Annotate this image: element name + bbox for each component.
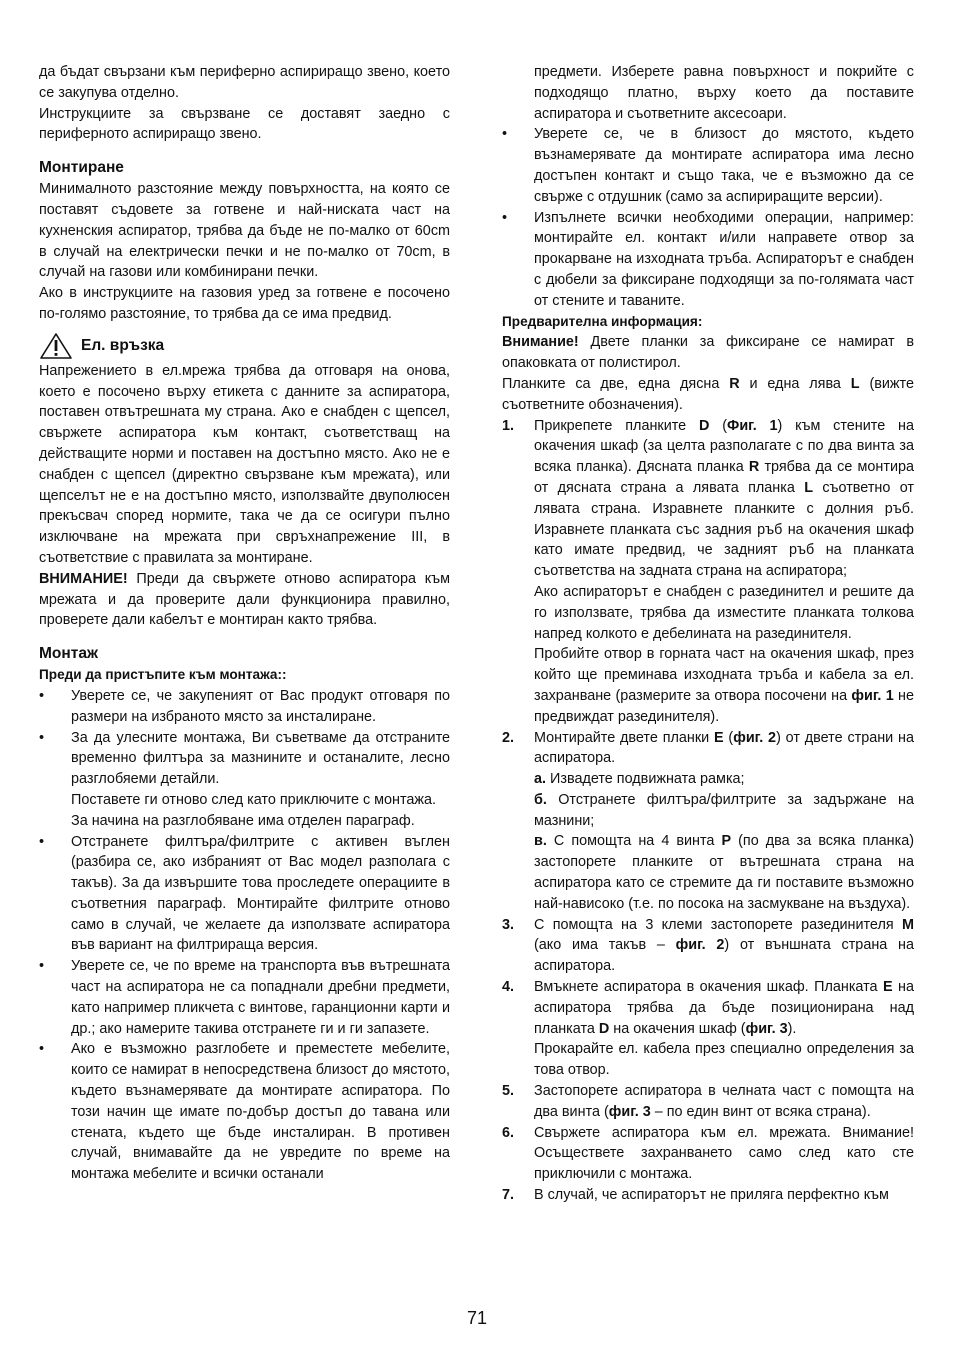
figure-reference: Фиг. 1 bbox=[727, 417, 778, 434]
text-run: (ако има такъв – bbox=[534, 937, 676, 954]
text-run: С помощта на 4 винта bbox=[546, 833, 722, 850]
list-item-text: Уверете се, че закупеният от Вас продукт отговаря по размери на избраното място за инсталиране. bbox=[71, 687, 450, 725]
attention-text: Двете планки за фиксиране се намират в опаковката от полистирол. bbox=[502, 334, 914, 372]
list-item-text: Ако е възможно разглобете и преместете мебелите, които се намират в непосредствена близост до мястото, където възнамерявате да монтирате аспиратора. По този начин ще имате по-добър достъп до тавана или стената, където ще бъде инсталиран. В противен случай, внимавайте да не увредите по време на монтажа мебелите и всички останали bbox=[71, 1041, 450, 1183]
text-run: Планките са две, една дясна bbox=[502, 375, 730, 392]
step-2-sub-a bbox=[502, 769, 914, 790]
left-column bbox=[39, 62, 450, 1185]
text-run: на аспиратора трябва да бъде позиционирана над планката bbox=[534, 979, 915, 1037]
text-run: (вижте съответните обозначения). bbox=[502, 375, 914, 413]
label-r: R bbox=[748, 459, 760, 476]
step-1-paragraph-2: Ако аспираторът е снабден с разединител и решите да го използвате, трябва да изместите планката толкова напред колкото е дебелината на разединителя. bbox=[534, 583, 914, 642]
list-item bbox=[502, 124, 914, 207]
text-run: Вмъкнете аспиратора в окачения шкаф. Планката bbox=[534, 979, 883, 996]
bullet-mark: • bbox=[39, 687, 45, 704]
figure-reference: фиг. 1 bbox=[851, 687, 894, 704]
list-item bbox=[39, 728, 450, 790]
text-run: Прикрепете планките bbox=[534, 417, 699, 434]
attention-label: Внимание! bbox=[502, 334, 579, 351]
text-run: Пробийте отвор в горната част на окачения шкаф, през който ще преминава изходната тръба и кабела за ел. захранване (размерите за отвора посочени на bbox=[534, 646, 914, 704]
intro-paragraph-1: да бъдат свързани към периферно аспириращо звено, което се закупува отделно. bbox=[39, 64, 450, 101]
text-run: и една лява bbox=[739, 375, 851, 392]
step-number: 6. bbox=[502, 1124, 515, 1141]
list-item-continuation: Поставете ги отново след като приключите с монтажа. bbox=[71, 791, 437, 808]
sub-step-mark: б. bbox=[534, 791, 547, 808]
step-number: 4. bbox=[502, 979, 515, 996]
montirane-paragraph-1: Минималното разстояние между повърхността, на която се поставят съдовете за готвене и най-ниската част на кухненския аспиратор, трябва да бъде не по-малко от 60cm в случай на електрически печки и не по-малко от 70cm, в случай на газови или комбинирани печки. bbox=[39, 181, 450, 281]
label-r: R bbox=[729, 375, 740, 392]
label-m: M bbox=[902, 916, 914, 933]
text-run: ). bbox=[787, 1020, 797, 1037]
figure-reference: фиг. 3 bbox=[608, 1103, 651, 1120]
text-run: С помощта на 3 клеми застопорете разединителя bbox=[534, 916, 902, 933]
section-title-montazh: Монтаж bbox=[39, 645, 98, 663]
text-run: на окачения шкаф ( bbox=[609, 1020, 746, 1037]
label-e: E bbox=[883, 979, 893, 996]
label-e: E bbox=[714, 729, 724, 746]
bullet-mark: • bbox=[39, 833, 45, 850]
label-d: D bbox=[699, 417, 710, 434]
text-run: ) от външната страна на аспиратора. bbox=[534, 937, 914, 975]
list-item-text: За да улесните монтажа, Ви съветваме да отстраните временно филтъра за мазнините и останалите, лесно разглобяеми детайли. bbox=[71, 729, 450, 788]
step-5 bbox=[502, 1081, 914, 1123]
step-2-sub-b bbox=[502, 790, 914, 832]
subsection-preliminary-info: Предварителна информация: bbox=[502, 313, 703, 329]
step-2-sub-c bbox=[502, 831, 914, 914]
step-number: 5. bbox=[502, 1083, 515, 1100]
list-item bbox=[39, 956, 450, 1039]
step-number: 7. bbox=[502, 1187, 515, 1204]
step-7 bbox=[502, 1185, 914, 1206]
step-number: 1. bbox=[502, 417, 515, 434]
text-run: съответно от лявата страна. Изравнете планките с долния ръб. Изравнете планката със задния ръб на окачения шкаф като имате предвид, че задният ръб на планката съответства на задната страна на аспиратора; bbox=[534, 479, 914, 580]
right-column bbox=[502, 62, 914, 1206]
page-number: 71 bbox=[466, 1308, 488, 1328]
text-run: ( bbox=[723, 729, 734, 746]
label-p: P bbox=[721, 833, 732, 850]
bullet-mark: • bbox=[502, 126, 508, 143]
bullet-mark: • bbox=[39, 729, 45, 746]
text-run: Свържете аспиратора към ел. мрежата. Внимание! Осъществете захранването само след като сте приключили с монтажа. bbox=[534, 1124, 914, 1183]
text-run: Отстранете филтъра/филтрите за задържане на мазнини; bbox=[534, 791, 914, 829]
list-item-continuation: предмети. Изберете равна повърхност и покрийте с подходящо платно, върху което да поставите аспиратора и съответните аксесоари. bbox=[534, 64, 914, 122]
bullet-mark: • bbox=[502, 209, 508, 226]
step-4-paragraph-2: Прокарайте ел. кабела през специално определения за това отвор. bbox=[534, 1041, 914, 1079]
label-l: L bbox=[850, 375, 860, 392]
section-title-electrical: Ел. връзка bbox=[81, 336, 165, 354]
label-l: L bbox=[804, 479, 813, 496]
montirane-paragraph-2: Ако в инструкциите на газовия уред за готвене е посочено по-голямо разстояние, то трябва да се има предвид. bbox=[39, 285, 450, 322]
text-run: ) към стените на окачения шкаф (за целта разполагате с по два винта за всяка планка). Дясната планка bbox=[534, 417, 914, 476]
subsection-before-assembly: Преди да пристъпите към монтажа:: bbox=[39, 667, 287, 683]
text-run: ) от двете страни на аспиратора. bbox=[534, 729, 914, 767]
sub-step-mark: а. bbox=[534, 771, 547, 788]
electrical-paragraph-1: Напрежението в ел.мрежа трябва да отговаря на онова, което е посочено върху етикета с данните за аспиратора, поставен отвътрешната му страна. Ако е снабден с щепсел, свържете аспиратора към контакт, съответстващ на действащите норми и поставен на достъпно място. Ако не е снабден с щепсел (директно свързване към мрежата), или щепселът не е на достъпно място, използвайте двуполюсен прекъсвач според нормите, така че да се осигури пълно изключване на мрежата при свръхнапрежение III, в съответствие с правилата за монтиране. bbox=[39, 362, 450, 566]
figure-reference: фиг. 3 bbox=[745, 1020, 788, 1037]
label-d: D bbox=[598, 1020, 610, 1037]
sub-step-mark: в. bbox=[534, 833, 547, 850]
section-title-montirane: Монтиране bbox=[39, 159, 124, 177]
text-run: не предвиждат разединителя). bbox=[534, 687, 915, 725]
step-number: 3. bbox=[502, 916, 515, 933]
attention-text: Преди да свържете отново аспиратора към мрежата и да проверите дали функционира правилно, проверете дали кабелът е монтиран както трябва. bbox=[39, 570, 450, 629]
step-6 bbox=[502, 1123, 914, 1185]
text-run: Извадете подвижната рамка; bbox=[546, 771, 745, 788]
list-item-text: Уверете се, че по време на транспорта във вътрешната част на аспиратора не са попаднали дребни предмети, като например пликчета с винтове, гаранционни карти и др.; ако намерите такива отстранете ги и ги запазете. bbox=[71, 958, 450, 1037]
warning-triangle-icon bbox=[39, 332, 73, 360]
step-1 bbox=[502, 416, 914, 582]
bullet-mark: • bbox=[39, 1041, 45, 1058]
list-item bbox=[39, 686, 450, 728]
figure-reference: фиг. 2 bbox=[675, 937, 725, 954]
list-item-continuation: За начина на разглобяване има отделен параграф. bbox=[71, 812, 415, 829]
list-item bbox=[39, 1039, 450, 1185]
attention-paragraph bbox=[502, 332, 914, 374]
text-run: (по два за всяка планка) застопорете планките от вътрешната страна на аспиратора като се стремите да ги поставите възможно най-нависоко (т.е. по посока на засмукване на въздуха). bbox=[534, 833, 914, 912]
text-run: Монтирайте двете планки bbox=[534, 729, 714, 746]
step-1-paragraph-3 bbox=[502, 644, 914, 727]
intro-paragraph-2: Инструкциите за свързване се доставят заедно с периферното аспириращо звено. bbox=[39, 105, 450, 143]
step-number: 2. bbox=[502, 729, 515, 746]
text-run: В случай, че аспираторът не приляга перфектно към bbox=[534, 1187, 889, 1204]
text-run: – по един винт от всяка страна). bbox=[650, 1103, 871, 1120]
text-run: ( bbox=[709, 417, 728, 434]
list-item-text: Изпълнете всички необходими операции, например: монтирайте ел. контакт и/или направете отвор за прокарване на изходната тръба. Аспираторът е снабден с дюбели за фиксиране подходящи за по-голямата част от стените и таваните. bbox=[534, 209, 914, 309]
plates-paragraph bbox=[502, 374, 914, 416]
electrical-heading bbox=[39, 331, 450, 361]
list-item bbox=[39, 832, 450, 957]
figure-reference: фиг. 2 bbox=[733, 729, 777, 746]
electrical-paragraph-2 bbox=[39, 569, 450, 631]
list-item bbox=[502, 208, 914, 312]
step-4 bbox=[502, 977, 914, 1039]
step-3 bbox=[502, 915, 914, 977]
attention-label: ВНИМАНИЕ! bbox=[39, 570, 128, 587]
text-run: Застопорете аспиратора в челната част с помощта на два винта ( bbox=[534, 1083, 914, 1120]
list-item-text: Отстранете филтъра/филтрите с активен въглен (разбира се, ако избраният от Вас модел разполага с такъв). За да извършите това проследете операциите в съответния параграф. Монтирайте филтрите отново само в случай, че желаете да използвате аспиратора във вариант на филтрираща версия. bbox=[71, 833, 450, 954]
text-run: трябва да се монтира от дясната страна а лявата планка bbox=[534, 459, 914, 496]
list-item-text: Уверете се, че в близост до мястото, където възнамерявате да монтирате аспиратора има лесно достъпен контакт и също така, че е възможно да се свърже с отдушник (само за аспириращите версии). bbox=[534, 126, 914, 205]
step-2 bbox=[502, 728, 914, 770]
bullet-mark: • bbox=[39, 958, 45, 975]
